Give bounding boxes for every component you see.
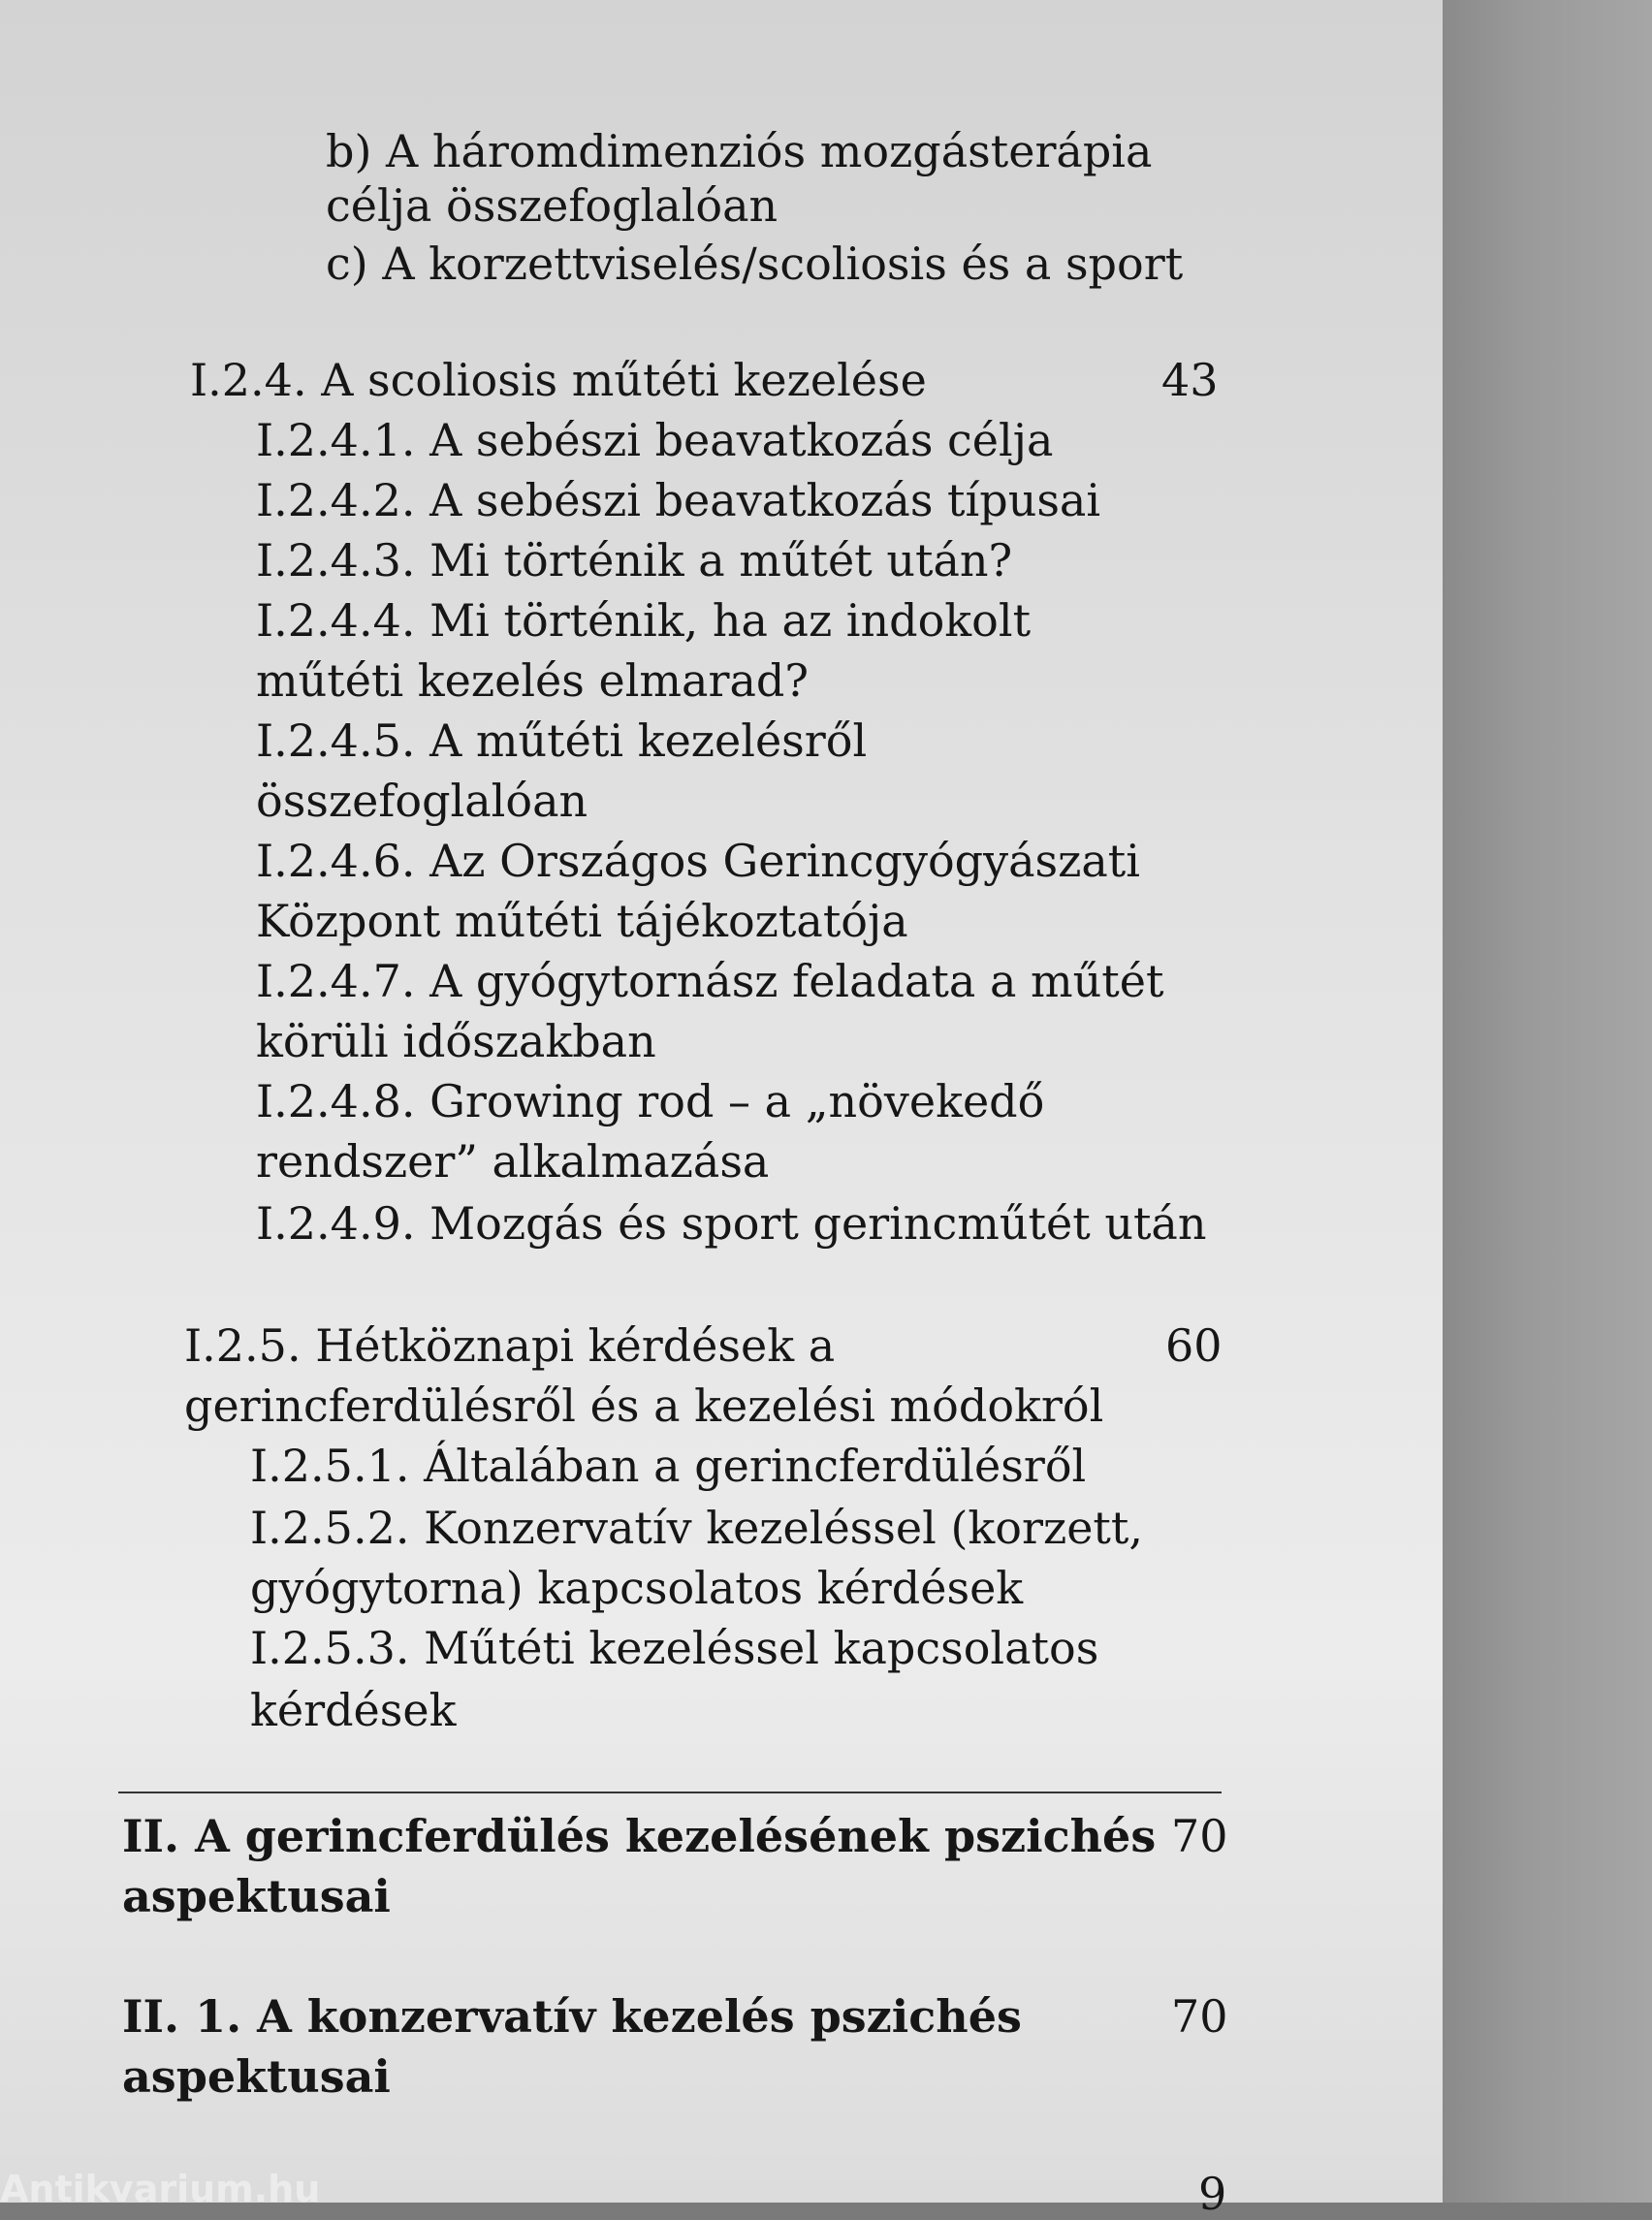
toc-item-1-2-5-3-line2: kérdések bbox=[250, 1684, 457, 1736]
toc-item-1-2-4-6-line1: I.2.4.6. Az Országos Gerincgyógyászati bbox=[256, 835, 1141, 887]
toc-section-1-2-5-page: 60 bbox=[1165, 1319, 1223, 1372]
page-number: 9 bbox=[1198, 2168, 1227, 2220]
toc-item-b-line2: célja összefoglalóan bbox=[326, 179, 778, 232]
watermark-text: Antikvarium.hu bbox=[0, 2168, 321, 2210]
toc-item-1-2-4-2: I.2.4.2. A sebészi beavatkozás típusai bbox=[256, 474, 1101, 526]
page-edge-shadow bbox=[1443, 0, 1652, 2203]
toc-item-1-2-5-3-line1: I.2.5.3. Műtéti kezeléssel kapcsolatos bbox=[250, 1622, 1099, 1674]
toc-item-1-2-4-7-line1: I.2.4.7. A gyógytornász feladata a műtét bbox=[256, 955, 1164, 1007]
toc-item-1-2-4-6-line2: Központ műtéti tájékoztatója bbox=[256, 895, 908, 947]
toc-item-1-2-4-9: I.2.4.9. Mozgás és sport gerincműtét után bbox=[256, 1197, 1207, 1250]
toc-item-1-2-4-7-line2: körüli időszakban bbox=[256, 1015, 656, 1067]
toc-item-1-2-4-4-line2: műtéti kezelés elmarad? bbox=[256, 654, 809, 707]
toc-section-1-2-5-title-line2: gerincferdülésről és a kezelési módokról bbox=[184, 1380, 1104, 1432]
toc-item-1-2-4-5-line1: I.2.4.5. A műtéti kezelésről bbox=[256, 714, 868, 767]
toc-chapter-2-title-line2: aspektusai bbox=[122, 1870, 391, 1922]
toc-section-1-2-4-title: I.2.4. A scoliosis műtéti kezelése bbox=[190, 354, 927, 406]
toc-section-1-2-4-page: 43 bbox=[1161, 354, 1219, 406]
toc-item-1-2-4-4-line1: I.2.4.4. Mi történik, ha az indokolt bbox=[256, 594, 1032, 647]
toc-section-2-1-title-line2: aspektusai bbox=[122, 2050, 391, 2103]
toc-section-2-1-page: 70 bbox=[1171, 1990, 1228, 2043]
divider-rule bbox=[118, 1792, 1222, 1793]
toc-item-1-2-4-3: I.2.4.3. Mi történik a műtét után? bbox=[256, 534, 1013, 587]
toc-item-1-2-5-1: I.2.5.1. Általában a gerincferdülésről bbox=[250, 1440, 1087, 1492]
toc-item-1-2-4-8-line1: I.2.4.8. Growing rod – a „növekedő bbox=[256, 1075, 1045, 1127]
toc-item-c: c) A korzettviselés/scoliosis és a sport bbox=[326, 238, 1184, 290]
toc-section-2-1-title-line1: II. 1. A konzervatív kezelés pszichés bbox=[122, 1990, 1022, 2043]
toc-chapter-2-title-line1: II. A gerincferdülés kezelésének pszichés bbox=[122, 1810, 1157, 1862]
toc-item-1-2-5-2-line2: gyógytorna) kapcsolatos kérdések bbox=[250, 1562, 1024, 1614]
toc-section-1-2-5-title-line1: I.2.5. Hétköznapi kérdések a bbox=[184, 1319, 836, 1372]
toc-item-1-2-4-5-line2: összefoglalóan bbox=[256, 775, 588, 827]
toc-item-1-2-5-2-line1: I.2.5.2. Konzervatív kezeléssel (korzett, bbox=[250, 1502, 1144, 1554]
toc-chapter-2-page: 70 bbox=[1171, 1810, 1228, 1862]
toc-item-b-line1: b) A háromdimenziós mozgásterápia bbox=[326, 125, 1153, 177]
toc-item-1-2-4-1: I.2.4.1. A sebészi beavatkozás célja bbox=[256, 414, 1054, 466]
toc-item-1-2-4-8-line2: rendszer” alkalmazása bbox=[256, 1135, 770, 1188]
